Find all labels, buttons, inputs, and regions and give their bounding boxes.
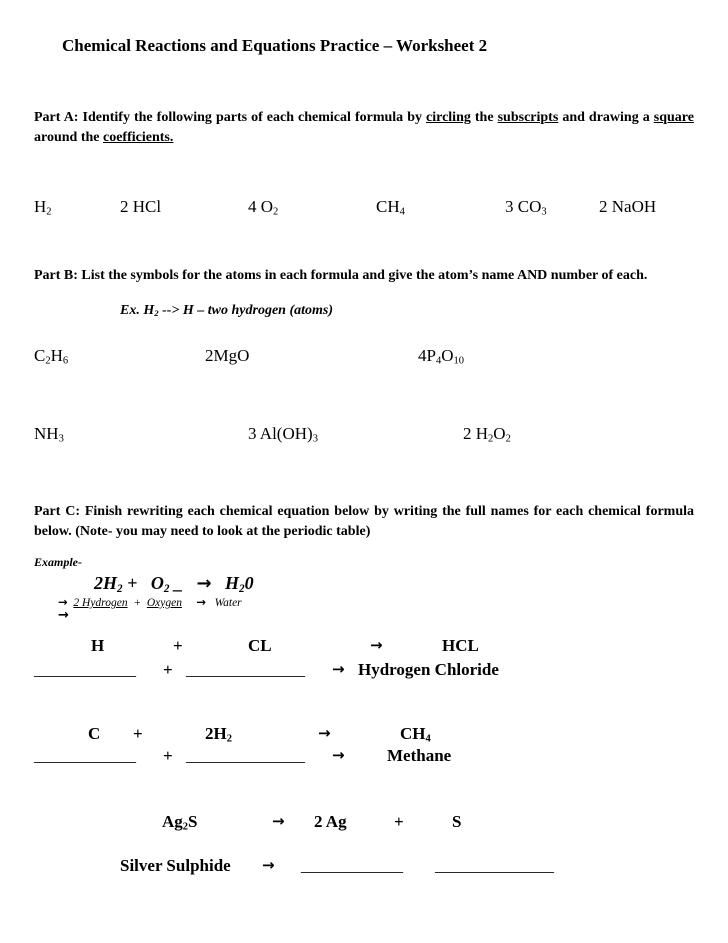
formula-2h2o2: 2 $H_2O_2$ [463,424,511,445]
eq1-name: Hydrogen Chloride [358,660,499,679]
eq1-plus: + [173,636,183,655]
eq3-arrow: → [272,812,285,830]
eq2-arrow: → [318,724,331,742]
eq2-plus-2: + [163,746,173,765]
formula-h2: $H_2$ [34,197,52,218]
eq2-formula-2h2: $2H_2$ [205,724,232,745]
eq2-arrow-2: → [332,746,345,764]
eq3-arrow-2: → [262,856,275,874]
eq2-formula-c: C [88,724,101,743]
example-empty-arrow: → [58,608,69,623]
formula-3aloh3: 3 $Al(OH)_3$ [248,424,318,445]
eq3-plus: + [394,812,404,831]
part-a-instructions: Part A: Identify the following parts of each chemical formula by circling the subscripts and drawing a square around the coefficients. [34,110,694,145]
part-b-instructions: Part B: List the symbols for the atoms in each formula and give the atom’s name AND number of each. [34,268,648,283]
eq2-name: Methane [387,746,452,765]
formula-2mgo: 2MgO [205,346,250,365]
eq3-name: Silver Sulphide [120,856,231,875]
eq1-formula-hcl: HCL [442,636,479,655]
eq1-blank-2[interactable]: ______________ [186,660,305,679]
eq1-arrow-2: → [332,660,345,678]
formula-3co3: 3 $CO_3$ [505,197,547,218]
example-names-line: → 2 Hydrogen + Oxygen → Water [58,595,242,609]
eq1-arrow: → [370,636,383,654]
formula-4p4o10: $4P_4O_{10}$ [418,346,465,367]
part-c-instructions: Part C: Finish rewriting each chemical equation below by writing the full names for each chemical formula below. (Note- you may need to look at the periodic table) [34,504,694,539]
page-title: Chemical Reactions and Equations Practice – Worksheet 2 [62,36,488,55]
eq2-blank-1[interactable]: ____________ [34,746,136,765]
eq2-formula-ch4: $CH_4$ [400,724,431,745]
part-b-example: Ex. $H_2$ --> H – two hydrogen (atoms) [120,303,333,319]
formula-2naoh: 2 NaOH [599,197,657,216]
eq2-blank-2[interactable]: ______________ [186,746,305,765]
eq1-formula-cl: CL [248,636,272,655]
eq3-blank-2[interactable]: ______________ [435,856,554,875]
example-equation: $2H_2$ + $O_2$ _ → $H_20$ [94,573,254,595]
eq3-formula-s: S [452,812,462,831]
formula-2hcl: 2 HCl [120,197,162,216]
eq3-formula-ag2s: $Ag_2S$ [162,812,198,833]
eq2-plus: + [133,724,143,743]
formula-nh3: $NH_3$ [34,424,64,445]
eq3-formula-2ag: 2 Ag [314,812,347,831]
example-label: Example- [34,555,82,569]
formula-ch4: $CH_4$ [376,197,405,218]
formula-4o2: 4 $O_2$ [248,197,279,218]
formula-c2h6: $C_2H_6$ [34,346,69,367]
eq3-blank-1[interactable]: ____________ [301,856,403,875]
eq1-blank-1[interactable]: ____________ [34,660,136,679]
eq1-plus-2: + [163,660,173,679]
eq1-formula-h: H [91,636,105,655]
